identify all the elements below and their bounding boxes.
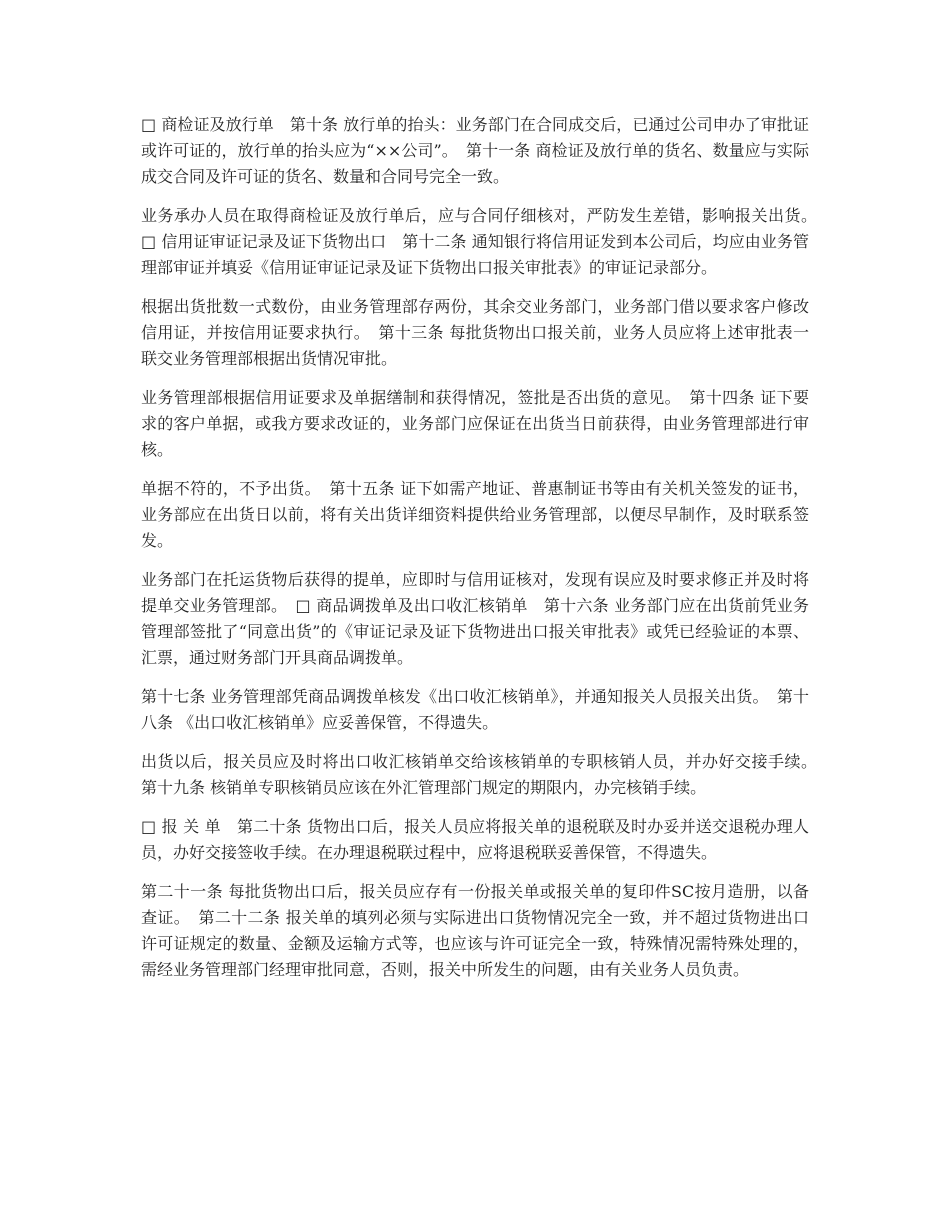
paragraph-2: 业务承办人员在取得商检证及放行单后，应与合同仔细核对，严防发生差错，影响报关出货。 □ 信用证审证记录及证下货物出口 第十二条 通知银行将信用证发到本公司后，均应由业务管理部审证并填妥《信用证审证记录及证下货物出口报关审批表》的审证记录部分。 <box>141 206 826 277</box>
paragraph-1: □ 商检证及放行单 第十条 放行单的抬头：业务部门在合同成交后，已通过公司申办了审批证或许可证的，放行单的抬头应为“××公司”。 第十一条 商检证及放行单的货名、数量应与实际成交合同及许可证的货名、数量和合同号完全一致。 <box>141 115 809 186</box>
paragraph-6: 业务部门在托运货物后获得的提单，应即时与信用证核对，发现有误应及时要求修正并及时将提单交业务管理部。 □ 商品调拨单及出口收汇核销单 第十六条 业务部门应在出货前凭业务管理部签批了“同意出货”的《审证记录及证下货物进出口报关审批表》或凭已经验证的本票、汇票，通过财务部门开具商品调拨单。 <box>141 570 809 667</box>
paragraph-9: □ 报 关 单 第二十条 货物出口后，报关人员应将报关单的退税联及时办妥并送交退税办理人员，办好交接签收手续。在办理退税联过程中，应将退税联妥善保管，不得遗失。 <box>141 817 809 862</box>
paragraph-5: 单据不符的，不予出货。 第十五条 证下如需产地证、普惠制证书等由有关机关签发的证书，业务部应在出货日以前，将有关出货详细资料提供给业务管理部，以便尽早制作，及时联系签发。 <box>141 479 809 550</box>
paragraph-3: 根据出货批数一式数份，由业务管理部存两份，其余交业务部门，业务部门借以要求客户修改信用证，并按信用证要求执行。 第十三条 每批货物出口报关前，业务人员应将上述审批表一联交业务管理部根据出货情况审批。 <box>141 297 809 368</box>
paragraph-4: 业务管理部根据信用证要求及单据缮制和获得情况，签批是否出货的意见。 第十四条 证下要求的客户单据，或我方要求改证的，业务部门应保证在出货当日前获得，由业务管理部进行审核。 <box>141 388 809 459</box>
document-body <box>141 112 826 996</box>
paragraph-8: 出货以后，报关员应及时将出口收汇核销单交给该核销单的专职核销人员，并办好交接手续。 第十九条 核销单专职核销员应该在外汇管理部门规定的期限内，办完核销手续。 <box>141 752 826 797</box>
paragraph-7: 第十七条 业务管理部凭商品调拨单核发《出口收汇核销单》，并通知报关人员报关出货。 第十八条 《出口收汇核销单》应妥善保管，不得遗失。 <box>141 687 809 732</box>
paragraph-10: 第二十一条 每批货物出口后，报关员应存有一份报关单或报关单的复印件SC按月造册，以备查证。 第二十二条 报关单的填列必须与实际进出口货物情况完全一致，并不超过货物进出口许可证规定的数量、金额及运输方式等，也应该与许可证完全一致，特殊情况需特殊处理的，需经业务管理部门经理审批同意，否则，报关中所发生的问题，由有关业务人员负责。 <box>141 882 809 979</box>
